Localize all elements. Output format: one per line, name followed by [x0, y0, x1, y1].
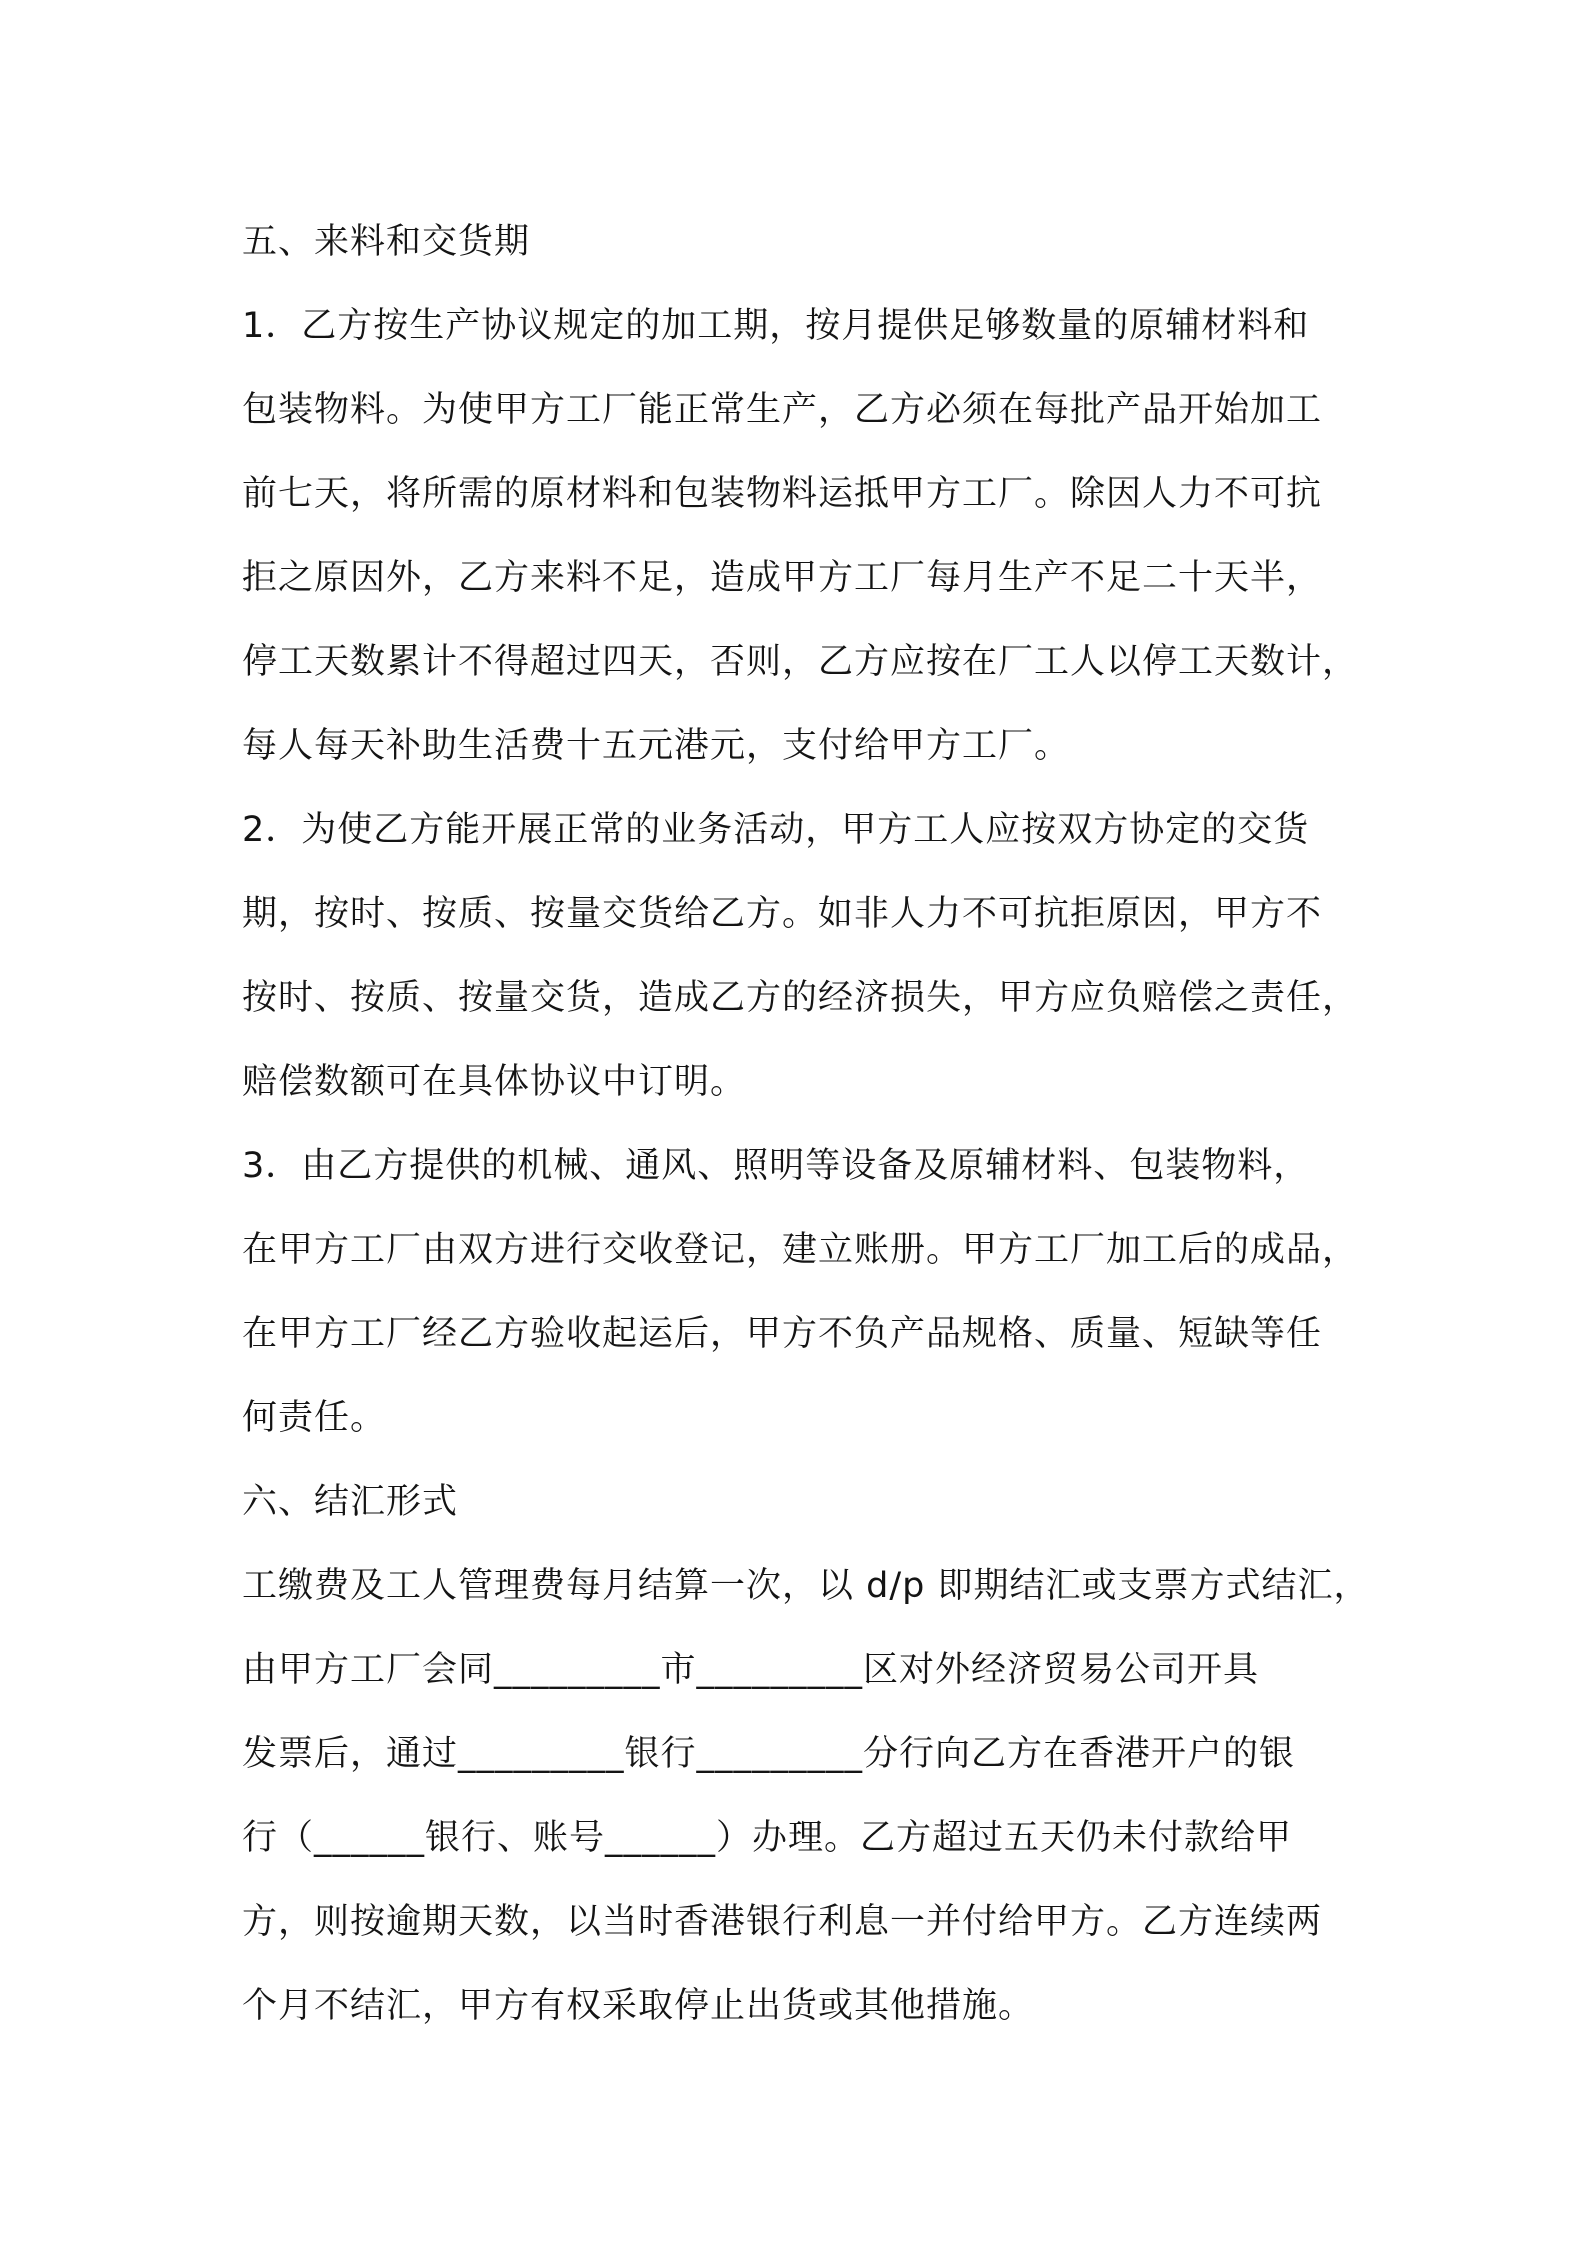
paragraph-line: 何责任。 — [242, 1398, 387, 1438]
paragraph-line: 拒之原因外，乙方来料不足，造成甲方工厂每月生产不足二十天半， — [242, 558, 1323, 598]
paragraph-line: 由甲方工厂会同_________市_________区对外经济贸易公司开具 — [242, 1650, 1260, 1690]
document-body — [242, 200, 1370, 2048]
section-heading-delivery: 五、来料和交货期 — [242, 222, 531, 262]
paragraph-line: 1．乙方按生产协议规定的加工期，按月提供足够数量的原辅材料和 — [242, 306, 1310, 346]
paragraph-line: 前七天，将所需的原材料和包装物料运抵甲方工厂。除因人力不可抗 — [242, 474, 1323, 514]
paragraph-line: 在甲方工厂经乙方验收起运后，甲方不负产品规格、质量、短缺等任 — [242, 1314, 1323, 1354]
paragraph-line: 停工天数累计不得超过四天，否则，乙方应按在厂工人以停工天数计， — [242, 642, 1359, 682]
paragraph-line: 每人每天补助生活费十五元港元，支付给甲方工厂。 — [242, 726, 1071, 766]
paragraph-line: 行（______银行、账号______）办理。乙方超过五天仍未付款给甲 — [242, 1818, 1293, 1858]
paragraph-line: 在甲方工厂由双方进行交收登记，建立账册。甲方工厂加工后的成品， — [242, 1230, 1359, 1270]
paragraph-line: 期，按时、按质、按量交货给乙方。如非人力不可抗拒原因，甲方不 — [242, 894, 1323, 934]
paragraph-line: 赔偿数额可在具体协议中订明。 — [242, 1062, 747, 1102]
paragraph-line: 发票后，通过_________银行_________分行向乙方在香港开户的银 — [242, 1734, 1296, 1774]
paragraph-line: 包装物料。为使甲方工厂能正常生产，乙方必须在每批产品开始加工 — [242, 390, 1323, 430]
paragraph-line: 方，则按逾期天数，以当时香港银行利息一并付给甲方。乙方连续两 — [242, 1902, 1323, 1942]
section-heading-settlement: 六、结汇形式 — [242, 1482, 459, 1522]
paragraph-line: 3．由乙方提供的机械、通风、照明等设备及原辅材料、包装物料， — [242, 1146, 1310, 1186]
paragraph-line: 个月不结汇，甲方有权采取停止出货或其他措施。 — [242, 1986, 1035, 2026]
paragraph-line: 按时、按质、按量交货，造成乙方的经济损失，甲方应负赔偿之责任， — [242, 978, 1359, 1018]
paragraph-line: 2．为使乙方能开展正常的业务活动，甲方工人应按双方协定的交货 — [242, 810, 1310, 850]
paragraph-line: 工缴费及工人管理费每月结算一次，以 d/p 即期结汇或支票方式结汇， — [242, 1566, 1370, 1606]
